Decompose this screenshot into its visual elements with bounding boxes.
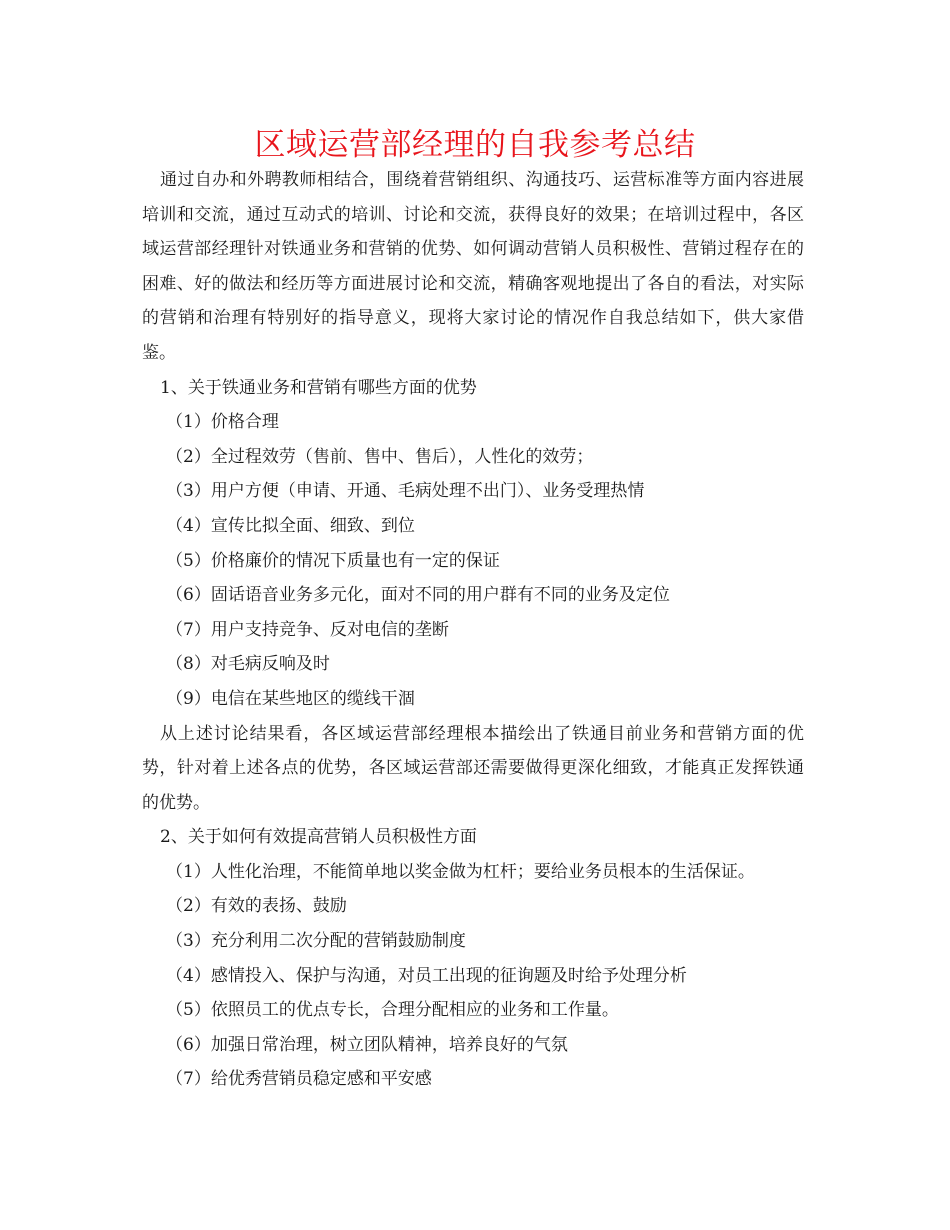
- list-item: （4）宣传比拟全面、细致、到位: [166, 515, 415, 536]
- section-heading: 1、关于铁通业务和营销有哪些方面的优势: [160, 377, 477, 398]
- list-item: （3）用户方便（申请、开通、毛病处理不出门）、业务受理热情: [166, 481, 645, 502]
- list-item: （2）有效的表扬、鼓励: [166, 896, 347, 917]
- list-item: （6）固话语音业务多元化，面对不同的用户群有不同的业务及定位: [166, 585, 670, 606]
- intro-paragraph: 通过自办和外聘教师相结合，围绕着营销组织、沟通技巧、运营标准等方面内容进展培训和交流，通过互动式的培训、讨论和交流，获得良好的效果；在培训过程中，各区域运营部经理针对铁通业务和营销的优势、如何调动营销人员积极性、营销过程存在的困难、好的做法和经历等方面进展讨论和交流，精确客观地提出了各自的看法，对实际的营销和治理有特别好的指导意义，现将大家讨论的情况作自我总结如下，供大家借鉴。: [142, 170, 804, 363]
- document-body: [142, 163, 804, 1097]
- section-heading: 2、关于如何有效提高营销人员积极性方面: [160, 827, 477, 848]
- list-item: （7）给优秀营销员稳定感和平安感: [166, 1069, 432, 1090]
- list-item: （7）用户支持竞争、反对电信的垄断: [166, 619, 449, 640]
- list-item: （2）全过程效劳（售前、售中、售后），人性化的效劳；: [166, 446, 594, 467]
- list-item: （1）人性化治理，不能简单地以奖金做为杠杆；要给业务员根本的生活保证。: [166, 861, 755, 882]
- conclusion-paragraph: 从上述讨论结果看，各区域运营部经理根本描绘出了铁通目前业务和营销方面的优势，针对着上述各点的优势，各区域运营部还需要做得更深化细致，才能真正发挥铁通的优势。: [142, 723, 804, 813]
- list-item: （8）对毛病反响及时: [166, 654, 330, 675]
- list-item: （6）加强日常治理，树立团队精神，培养良好的气氛: [166, 1034, 568, 1055]
- list-item: （5）依照员工的优点专长，合理分配相应的业务和工作量。: [166, 1000, 619, 1021]
- list-item: （1）价格合理: [166, 412, 279, 433]
- list-item: （4）感情投入、保护与沟通，对员工出现的征询题及时给予处理分析: [166, 965, 687, 986]
- list-item: （5）价格廉价的情况下质量也有一定的保证: [166, 550, 500, 571]
- list-item: （9）电信在某些地区的缆线干涸: [166, 688, 415, 709]
- document-title: 区域运营部经理的自我参考总结: [254, 127, 696, 163]
- list-item: （3）充分利用二次分配的营销鼓励制度: [166, 931, 466, 952]
